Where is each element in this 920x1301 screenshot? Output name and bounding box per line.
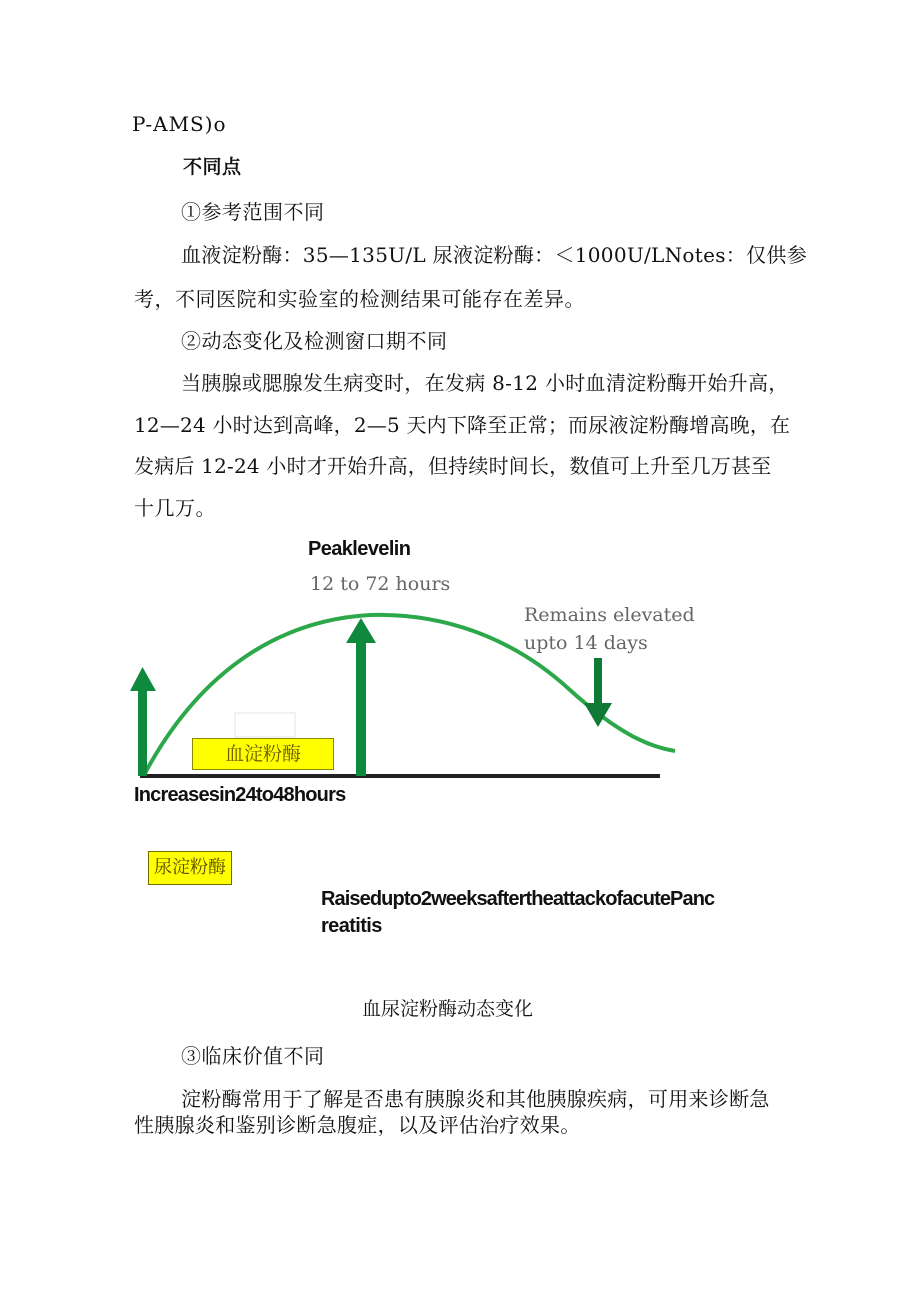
item3-line2: 性胰腺炎和鉴别诊断急腹症，以及评估治疗效果。	[134, 1113, 581, 1137]
text-p-ams: P-AMS)o	[132, 112, 227, 136]
faint-frame	[235, 713, 295, 737]
figure-peak-label: Peaklevelin	[308, 538, 411, 560]
up-arrow-peak-icon	[346, 618, 376, 776]
item2-line1: 当胰腺或腮腺发生病变时，在发病 8-12 小时血清淀粉酶开始升高，	[181, 371, 789, 395]
heading-differences: 不同点	[183, 156, 242, 178]
item1-title: ①参考范围不同	[181, 200, 325, 224]
figure-remains-line1: Remains elevated	[524, 604, 695, 626]
item2-line4: 十几万。	[134, 496, 216, 520]
figure-caption: 血尿淀粉酶动态变化	[362, 998, 534, 1020]
item3-line1: 淀粉酶常用于了解是否患有胰腺炎和其他胰腺疾病，可用来诊断急	[181, 1087, 770, 1111]
amylase-curve-figure	[130, 575, 715, 790]
figure-raised-line1: Raisedupto2weeksaftertheattackofacutePanc	[321, 888, 715, 910]
item2-title: ②动态变化及检测窗口期不同	[181, 329, 448, 353]
figure-raised-line2: reatitis	[321, 915, 382, 937]
figure-increase-label: Increasesin24to48hours	[134, 784, 346, 806]
item1-line1: 血液淀粉酶：35—135U/L 尿液淀粉酶：＜1000U/LNotes：仅供参	[181, 243, 808, 267]
figure-peak-hours: 12 to 72 hours	[310, 573, 451, 595]
figure-remains-line2: upto 14 days	[524, 632, 648, 654]
blood-amylase-box: 血淀粉酶	[192, 738, 334, 770]
item2-line3: 发病后 12-24 小时才开始升高，但持续时间长，数值可上升至几万甚至	[134, 454, 772, 478]
down-arrow-icon	[584, 658, 612, 727]
item3-title: ③临床价值不同	[181, 1044, 325, 1068]
item2-line2: 12—24 小时达到高峰，2—5 天内下降至正常；而尿液淀粉酶增高晚，在	[134, 413, 791, 437]
urine-amylase-box: 尿淀粉酶	[148, 851, 232, 885]
item1-line2: 考，不同医院和实验室的检测结果可能存在差异。	[134, 287, 585, 311]
